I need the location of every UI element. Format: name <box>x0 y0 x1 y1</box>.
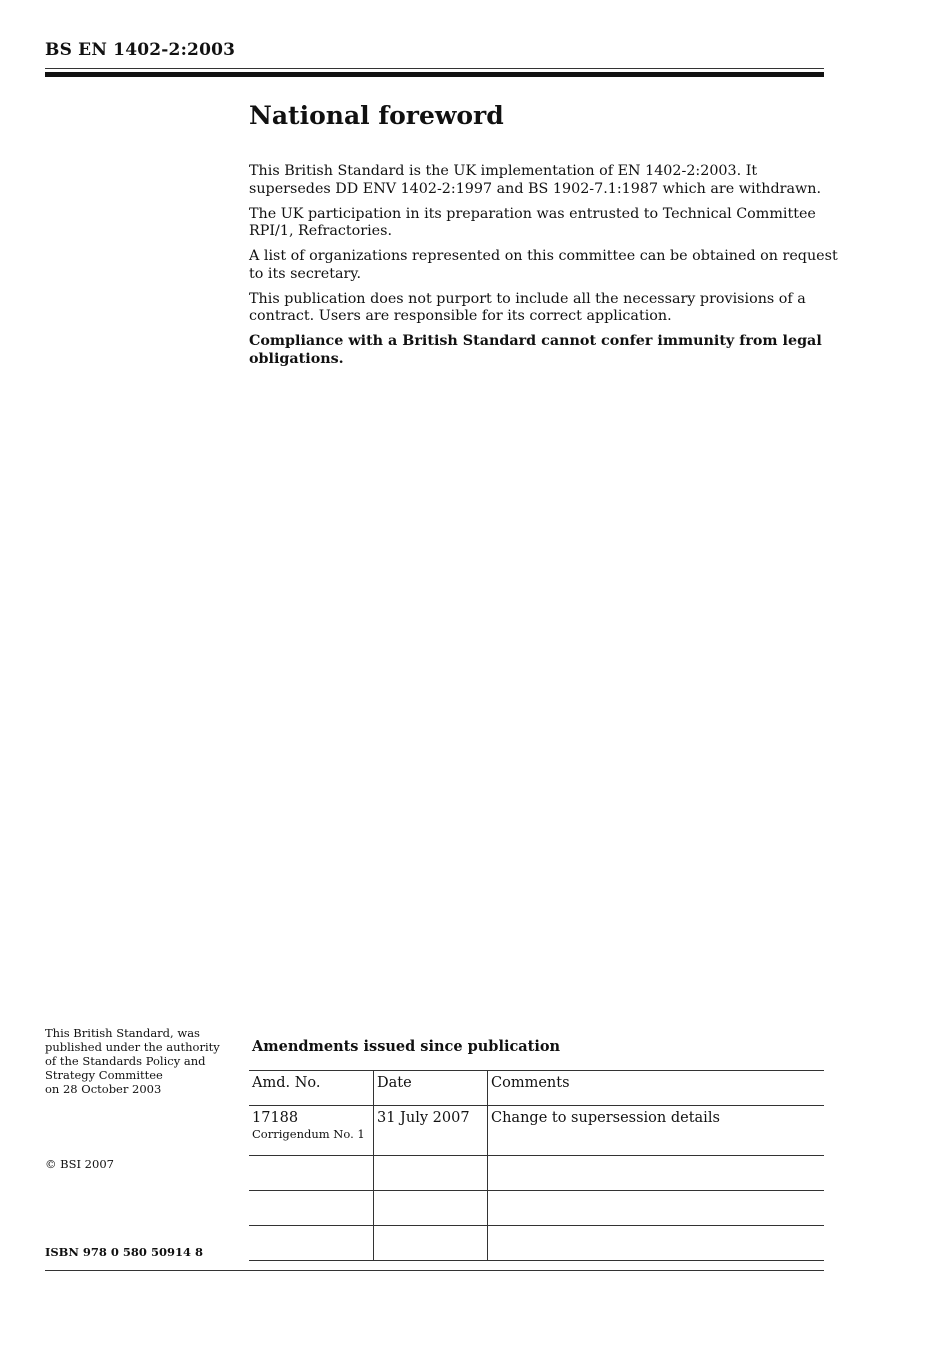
isbn-number: ISBN 978 0 580 50914 8 <box>45 1245 203 1259</box>
amd-no-cell <box>249 1106 374 1156</box>
foreword-body <box>249 163 839 376</box>
table-row-empty <box>249 1191 824 1226</box>
column-header-comments: Comments <box>488 1071 825 1106</box>
footer-rule <box>45 1270 824 1271</box>
column-header-date: Date <box>374 1071 488 1106</box>
authority-line: This British Standard, was <box>45 1026 200 1040</box>
header-rule-thick <box>45 72 824 77</box>
authority-line: published under the authority <box>45 1040 220 1054</box>
amendments-table <box>249 1070 824 1261</box>
page-title: National foreword <box>249 101 504 130</box>
table-row-empty <box>249 1156 824 1191</box>
publication-authority-note <box>45 1026 235 1096</box>
comments-cell: Change to supersession details <box>488 1106 825 1156</box>
header-rule-thin <box>45 68 824 69</box>
amd-note: Corrigendum No. 1 <box>252 1127 365 1141</box>
table-row-empty <box>249 1226 824 1261</box>
table-row <box>249 1106 824 1156</box>
copyright-notice: © BSI 2007 <box>45 1157 114 1171</box>
table-header-row <box>249 1071 824 1106</box>
column-header-amd-no: Amd. No. <box>249 1071 374 1106</box>
amd-number: 17188 <box>252 1110 299 1126</box>
authority-line: on 28 October 2003 <box>45 1082 162 1096</box>
foreword-paragraph: The UK participation in its preparation was entrusted to Technical Committee RPI/1, Refractories. <box>249 205 816 239</box>
compliance-statement: Compliance with a British Standard cannot confer immunity from legal obligations. <box>249 333 822 367</box>
date-cell: 31 July 2007 <box>374 1106 488 1156</box>
authority-line: of the Standards Policy and <box>45 1054 206 1068</box>
foreword-paragraph: This British Standard is the UK implementation of EN 1402-2:2003. It supersedes DD ENV 1402-2:1997 and BS 1902-7.1:1987 which are withdrawn. <box>249 163 822 197</box>
foreword-paragraph: A list of organizations represented on this committee can be obtained on request to its secretary. <box>249 248 838 282</box>
document-id-header: BS EN 1402-2:2003 <box>45 40 236 60</box>
foreword-paragraph: This publication does not purport to include all the necessary provisions of a contract. Users are responsible for its correct application. <box>249 290 806 324</box>
amendments-heading: Amendments issued since publication <box>252 1038 561 1055</box>
authority-line: Strategy Committee <box>45 1068 163 1082</box>
